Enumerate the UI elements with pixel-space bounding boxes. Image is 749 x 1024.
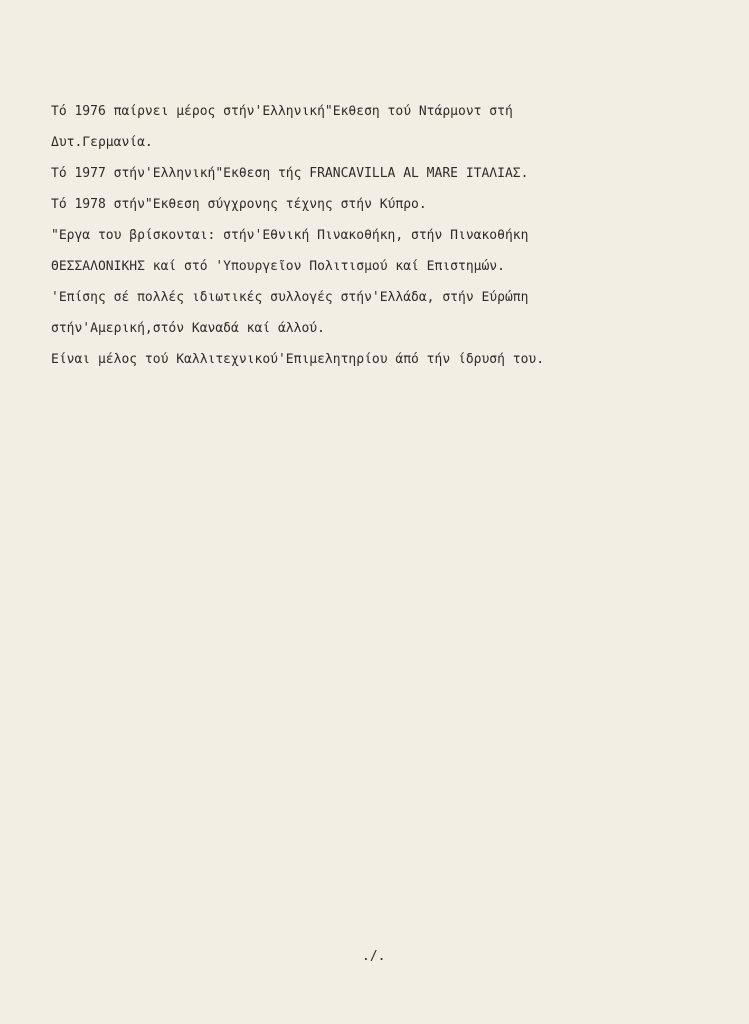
text-line: Τό 1978 στήν"Εκθεση σύγχρονης τέχνης στήν Κύπρο.	[51, 197, 427, 212]
text-line: Τό 1976 παίρνει μέρος στήν'Ελληνική"Εκθεση τού Ντάρμοντ στή	[51, 104, 513, 119]
text-line: Τό 1977 στήν'Ελληνική"Εκθεση τής FRANCAVILLA AL MARE ΙΤΑΛΙΑΣ.	[51, 166, 529, 181]
typed-text-block	[51, 96, 711, 375]
text-line: Δυτ.Γερμανία.	[51, 135, 153, 150]
text-line: "Εργα του βρίσκονται: στήν'Εθνική Πινακοθήκη, στήν Πινακοθήκη	[51, 228, 529, 243]
text-line: Είναι μέλος τού Καλλιτεχνικού'Επιμελητηρίου άπό τήν ίδρυσή του.	[51, 352, 545, 367]
text-line: στήν'Αμερική,στόν Καναδά καί άλλού.	[51, 321, 325, 336]
text-line: 'Επίσης σέ πολλές ιδιωτικές συλλογές στήν'Ελλάδα, στήν Εύρώπη	[51, 290, 529, 305]
text-line: ΘΕΣΣΑΛΟΝΙΚΗΣ καί στό 'Υπουργεῖον Πολιτισμού καί Επιστημών.	[51, 259, 505, 274]
continuation-mark: ./.	[362, 949, 386, 964]
